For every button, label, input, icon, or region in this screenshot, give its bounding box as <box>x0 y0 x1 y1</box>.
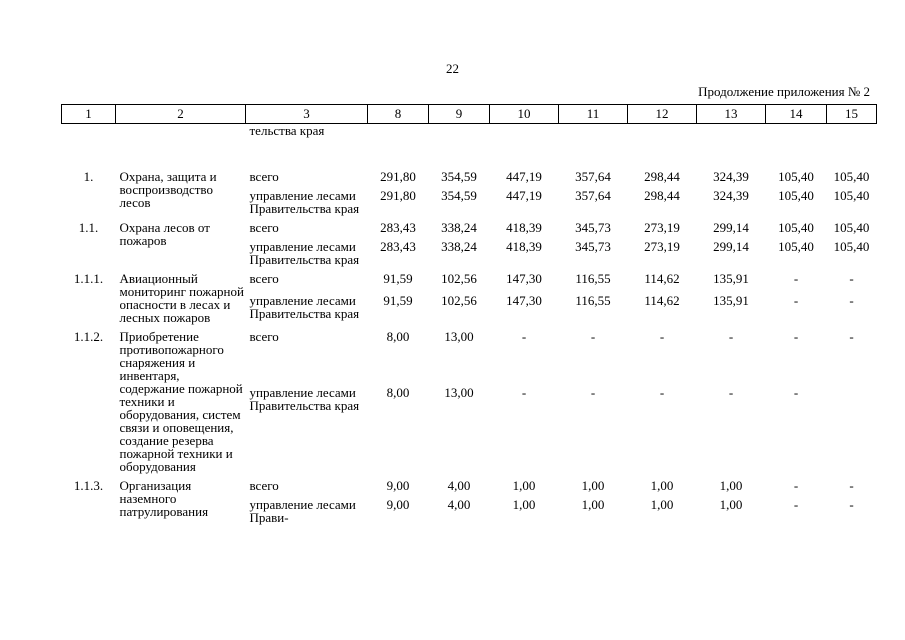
item-name: Охрана, защита и воспроизводство лесов <box>119 169 217 210</box>
value-cell: 105,40 <box>833 239 870 254</box>
value-cell: 1,00 <box>719 478 743 493</box>
value-cell: - <box>793 329 799 344</box>
value-cell: 114,62 <box>644 292 680 308</box>
value-cell: 338,24 <box>441 220 477 235</box>
value-cell: 298,44 <box>644 188 680 203</box>
value-cell: - <box>793 497 799 512</box>
col-header: 13 <box>697 105 766 124</box>
value-cell: 345,73 <box>575 239 611 254</box>
value-cell: 135,91 <box>713 292 749 308</box>
value-cell: 4,00 <box>447 478 471 493</box>
table-row <box>62 473 877 492</box>
value-cell: - <box>793 384 799 400</box>
executor: управление лесами Правительства края <box>249 188 360 216</box>
value-cell: 105,40 <box>833 169 870 184</box>
value-cell: - <box>659 329 665 344</box>
executor: всего <box>249 169 279 184</box>
value-cell: - <box>590 384 596 400</box>
col-header: 2 <box>116 105 246 124</box>
executor: всего <box>249 271 279 286</box>
value-cell: - <box>849 329 854 344</box>
value-cell: 447,19 <box>506 188 542 203</box>
item-name: Организация наземного патрулирования <box>119 478 209 519</box>
value-cell: 105,40 <box>833 220 870 235</box>
value-cell: 291,80 <box>380 169 416 184</box>
value-cell: 105,40 <box>778 220 814 235</box>
value-cell: 13,00 <box>444 329 474 344</box>
header-row <box>62 105 877 124</box>
value-cell: 13,00 <box>444 384 474 400</box>
value-cell: 357,64 <box>575 169 611 184</box>
page-number: 22 <box>446 61 459 76</box>
value-cell: - <box>728 329 734 344</box>
table-row <box>62 215 877 234</box>
value-cell: 273,19 <box>644 220 680 235</box>
value-cell: - <box>728 384 734 400</box>
value-cell: - <box>849 497 854 512</box>
executor: управление лесами Правительства края <box>249 239 360 267</box>
value-cell: 357,64 <box>575 188 611 203</box>
col-header: 1 <box>62 105 116 124</box>
value-cell: 8,00 <box>386 329 410 344</box>
value-cell: 114,62 <box>644 271 680 286</box>
table-row <box>62 164 877 183</box>
value-cell: 105,40 <box>833 188 870 203</box>
value-cell: 1,00 <box>512 497 536 512</box>
row-number: 1.1.1. <box>73 271 104 286</box>
value-cell: - <box>521 384 527 400</box>
row-number: 1.1.2. <box>73 329 104 344</box>
col-header: 8 <box>368 105 429 124</box>
col-header: 3 <box>246 105 368 124</box>
value-cell: 418,39 <box>506 220 542 235</box>
value-cell: 324,39 <box>713 169 749 184</box>
value-cell: - <box>849 478 854 493</box>
continuation-note: Продолжение приложения № 2 <box>698 84 870 99</box>
value-cell: 418,39 <box>506 239 542 254</box>
executor: всего <box>249 478 279 493</box>
table-row <box>62 324 877 380</box>
value-cell: 447,19 <box>506 169 542 184</box>
value-cell: - <box>849 271 854 286</box>
value-cell: 283,43 <box>380 220 416 235</box>
value-cell: 1,00 <box>719 497 743 512</box>
value-cell: 9,00 <box>386 497 410 512</box>
value-cell: 147,30 <box>506 292 542 308</box>
value-cell: 4,00 <box>447 497 471 512</box>
carryover-row <box>62 124 877 165</box>
executor: всего <box>249 329 279 344</box>
row-number: 1. <box>83 169 94 184</box>
value-cell: 338,24 <box>441 239 477 254</box>
value-cell: 1,00 <box>581 497 605 512</box>
value-cell: 291,80 <box>380 188 416 203</box>
value-cell: - <box>521 329 527 344</box>
row-number: 1.1.3. <box>73 478 104 493</box>
col-header: 15 <box>827 105 877 124</box>
value-cell: 8,00 <box>386 384 410 400</box>
row-number: 1.1. <box>78 220 99 235</box>
value-cell: 102,56 <box>441 292 477 308</box>
value-cell: 324,39 <box>713 188 749 203</box>
value-cell: - <box>590 329 596 344</box>
value-cell: 273,19 <box>644 239 680 254</box>
value-cell: 283,43 <box>380 239 416 254</box>
value-cell: 9,00 <box>386 478 410 493</box>
value-cell: 105,40 <box>778 169 814 184</box>
value-cell: 135,91 <box>713 271 749 286</box>
value-cell: 102,56 <box>441 271 477 286</box>
table-row <box>62 266 877 288</box>
budget-table <box>61 104 877 524</box>
executor: всего <box>249 220 279 235</box>
col-header: 12 <box>628 105 697 124</box>
value-cell: 1,00 <box>512 478 536 493</box>
value-cell: 354,59 <box>441 188 477 203</box>
value-cell: 147,30 <box>506 271 542 286</box>
value-cell: 105,40 <box>778 188 814 203</box>
col-header: 14 <box>766 105 827 124</box>
col-header: 9 <box>429 105 490 124</box>
value-cell: 1,00 <box>650 478 674 493</box>
table-body <box>62 124 877 525</box>
item-name: Охрана лесов от пожаров <box>119 220 210 248</box>
value-cell <box>827 380 877 474</box>
value-cell: - <box>849 292 854 308</box>
item-name: Приобретение противопожарного снаряжения и инвентаря, содержание пожарной техники и оборудования, систем связи и оповещения, создание резерва пожарной техники и оборудования <box>119 329 243 474</box>
executor: управление лесами Правительства края <box>249 384 360 413</box>
executor: управление лесами Прави- <box>249 497 356 525</box>
value-cell: 116,55 <box>575 292 611 308</box>
value-cell: 1,00 <box>650 497 674 512</box>
value-cell: 105,40 <box>778 239 814 254</box>
value-cell: 1,00 <box>581 478 605 493</box>
value-cell: 298,44 <box>644 169 680 184</box>
executor: управление лесами Правительства края <box>249 292 360 321</box>
value-cell: 91,59 <box>383 292 413 308</box>
value-cell: 299,14 <box>713 220 749 235</box>
value-cell: 299,14 <box>713 239 749 254</box>
value-cell: 354,59 <box>441 169 477 184</box>
value-cell: 116,55 <box>575 271 611 286</box>
carryover-text: тельства края <box>249 123 325 138</box>
value-cell: - <box>793 271 799 286</box>
value-cell: - <box>793 478 799 493</box>
value-cell: - <box>659 384 665 400</box>
value-cell: 91,59 <box>383 271 413 286</box>
col-header: 11 <box>559 105 628 124</box>
col-header: 10 <box>490 105 559 124</box>
value-cell: - <box>793 292 799 308</box>
item-name: Авиационный мониторинг пожарной опасности в лесах и лесных пожаров <box>119 271 244 325</box>
value-cell: 345,73 <box>575 220 611 235</box>
